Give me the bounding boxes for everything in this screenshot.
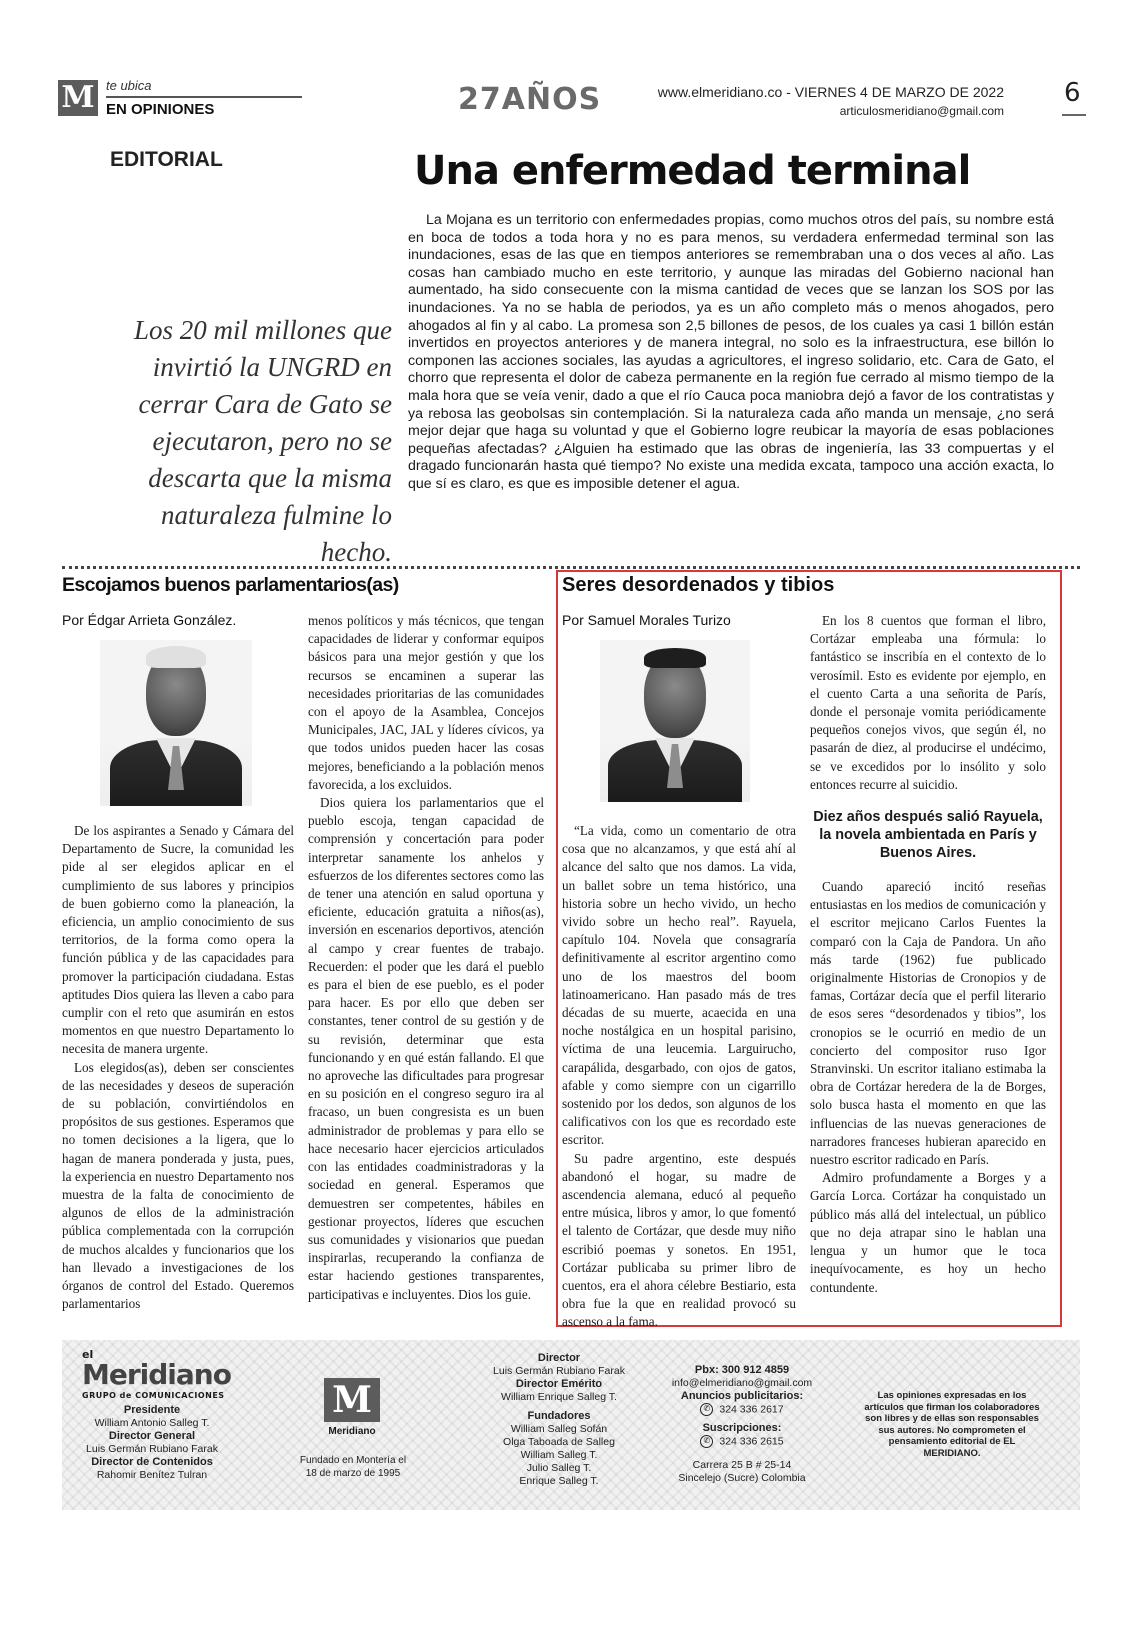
anniversary-logo: 27AÑOS (458, 82, 602, 117)
article-left-column-2 (308, 612, 544, 1304)
footer-logo-name: Meridiano (328, 1426, 376, 1437)
name: Julio Salleg T. (526, 1462, 592, 1474)
name: William Antonio Salleg T. (94, 1417, 210, 1429)
author-photo-left (100, 640, 252, 806)
article-title-right: Seres desordenados y tibios (562, 574, 835, 596)
footer-executives (82, 1404, 222, 1482)
byline-right: Por Samuel Morales Turizo (562, 612, 731, 628)
name: Olga Taboada de Salleg (503, 1436, 615, 1448)
section-kicker: te ubica (106, 78, 152, 93)
label: Director General (108, 1430, 196, 1442)
section-tag (106, 78, 302, 118)
name: Rahomir Benítez Tulran (96, 1469, 208, 1481)
suscripciones-phone: 324 336 2615 (719, 1435, 784, 1448)
name: William Salleg Sofán (510, 1423, 608, 1435)
label: Suscripciones: (702, 1422, 782, 1435)
dateline (658, 84, 1004, 118)
footer-brand-name: Meridiano (82, 1358, 231, 1391)
paragraph: Su padre argentino, este después abandonó el hogar, su madre de ascendencia alemana, educó al pequeño entre música, libros y amor, lo que fomentó el talento de Cortázar, que desde muy niño escribió poemas y sonetos. En 1951, Cortázar publicaba su primer libro de cuentos, era el ahora célebre Bestiario, esta obra fue la que en realidad provocó su ascenso a la fama. (562, 1150, 796, 1330)
editorial-label: EDITORIAL (110, 148, 223, 171)
label: Presidente (123, 1404, 181, 1416)
paragraph: menos políticos y más técnicos, que tengan capacidades de liderar y conformar equipos básicos para una mejor gestión y que los recursos se encaminen a superar las necesidades prioritarias de las comunidades con el apoyo de la Asamblea, Concejos Municipales, JAC, JAL y líderes cívicos, ya que todos unidos pueden hacer las cosas mejores, beneficiando a la población menos favorecida, a los excluidos. (308, 613, 544, 792)
author-photo-right (600, 640, 750, 802)
paragraph: En los 8 cuentos que forman el libro, Cortázar empleaba una fórmula: lo fantástico se inscribía en el contexto de lo verosímil. Esto es evidente por ejemplo, en el cuento Carta a una señorita de París, donde el personaje vomita periódicamente pequeños conejos vivos, que según él, no pasarán de diez, al producirse el undécimo, se ve excedidos por lo insólito y solo entonces recurre al suicidio. (810, 613, 1046, 792)
label: Anuncios publicitarios: (680, 1390, 804, 1402)
editorial-headline: Una enfermedad terminal (414, 148, 971, 194)
article-right-column-2 (810, 612, 1046, 1297)
pbx: Pbx: 300 912 4859 (694, 1364, 790, 1376)
pull-quote: Los 20 mil millones que invirtió la UNGRD en cerrar Cara de Gato se ejecutaron, pero no se descarta que la misma naturaleza fulmine lo hecho. (133, 315, 392, 567)
footer-founded: Fundado en Montería el 18 de marzo de 1995 (299, 1455, 407, 1479)
editorial-body: La Mojana es un territorio con enfermedades propias, como muchos otros del país, su nombre está en boca de todos a toda hora y no es para menos, su verdadera enfermedad terminal son las inundaciones, esas de las que en tiempos anteriores se remembraban una o dos veces al año. Las cosas han cambiado mucho en este territorio, y aunque las miradas del Gobierno nacional han aumentado, ha sido consecuente con la misma cantidad de veces que se lanzan los SOS por las inundaciones. Ya no se habla de periodos, ya es un año completo más o menos ahogados, pero ahogados al fin y al cabo. La promesa son 2,5 billones de pesos, de los cuales ya casi 1 billón están invertidos en proyectos anteriores y de manera integral, no solo es la infraestructura, ese billón lo componen las acciones sociales, las ayudas a agricultores, el ingreso solidario, etc. Cara de Gato, el chorro que representa el dolor de cabeza permanente en la región fue cerrado al mismo tiempo de la mala hora que se veía venir, dado a que el río Cauca poca maniobra dejó a favor de los contratistas y ya rebosa las geobolsas sin contemplación. Si la naturaleza cada año manda un mensaje, ¿no será mejor dejar que haga su voluntad y que el Gobierno logre reubicar la mayoría de esas poblaciones pequeñas afectadas? ¿Alguien ha estimado que las obras de ingeniería, las 33 compuertas y el dragado funcionarán hasta qué tiempo? No existe una medida excata, tampoco una acción exacta, lo que sí es claro, es que es imposible detener el agua. (408, 212, 1054, 492)
footer-contact (662, 1364, 822, 1485)
paragraph: Admiro profundamente a Borges y a García Lorca. Cortázar ha conquistado un público más allá del intelectual, un público que no deja atrapar sino le hablan una lengua y un humor que le toca inequívocamente, es hoy un hecho contundente. (810, 1170, 1046, 1295)
section-rule (106, 96, 302, 98)
page-number: 6 (1064, 78, 1081, 108)
footer-logo: M (324, 1378, 380, 1422)
footer-brand-el: el (82, 1348, 94, 1361)
footer-directors (474, 1352, 644, 1488)
label: Director Emérito (515, 1378, 603, 1390)
article-subhead: Diez años después salió Rayuela, la novela ambientada en París y Buenos Aires. (813, 809, 1043, 862)
footer-masthead (62, 1340, 1080, 1510)
label: Director de Contenidos (91, 1456, 213, 1468)
city: Sincelejo (Sucre) Colombia (678, 1471, 806, 1484)
masthead-logo: M (58, 80, 98, 116)
section-divider (62, 566, 1080, 569)
article-right-column-1 (562, 822, 796, 1332)
paragraph: “La vida, como un comentario de otra cosa que no alcanzamos, y que está ahí al alcance del salto que nos damos. La vida, un ballet sobre un tema histórico, una historia sobre un hecho vivido, un hecho vivido sobre un hecho real”. Rayuela, capítulo 104. Novela que consagraría definitivamente al escritor argentino como uno de los maestros del boom latinoamericano. Han pasado más de tres décadas de su muerte, acaecida en una noche nostálgica en un hospital parisino, víctima de una leucemia. Larguirucho, carapálida, desgarbado, con ojos de gatos, afable y como siempre con un cigarrillo sostenido por los dedos, son algunos de los calificativos con los que es recordado este escritor. (562, 823, 796, 1148)
paragraph: Cuando apareció incitó reseñas entusiastas en los medios de comunicación y el escritor mejicano Carlos Fuentes la comparó con la Caja de Pandora. Un año más tarde (1962) fue publicado originalmente Historias de Cronopios y de famas, Cortázar decía que el perfil literario de esos seres “desordenados y tibios”, los cronopios se le ocurrió en medio de un concierto del compositor ruso Igor Stranvinski. Un escritor italiano estimaba la obra de Cortázar heredera de la de Borges, solo busca hasta el momento en que las influencias de las nuevas generaciones de narradores franceses hubieran aparecido en nuestro escritor radicado en París. (810, 879, 1046, 1168)
name: Enrique Salleg T. (519, 1475, 599, 1487)
label: Director (537, 1352, 581, 1364)
section-name: EN OPINIONES (106, 101, 215, 118)
page-number-rule (1062, 114, 1086, 116)
article-left-column-1 (62, 822, 294, 1313)
label: Fundadores (527, 1410, 591, 1422)
whatsapp-icon: ✆ (700, 1435, 713, 1448)
address: Carrera 25 B # 25-14 (692, 1458, 792, 1471)
paragraph: Los elegidos(as), deben ser conscientes de las necesidades y deseos de superación de su población, convirtiéndolos en propósitos de sus gestiones. Esperamos que no tomen decisiones a la ligera, que lo hagan de manera ponderada y justa, pues, la experiencia en nuestro Departamento nos muestra de la falta de conocimiento de algunos de ellos de la administración pública complementada con la corrupción de muchos alcaldes y funcionarios que los han llevado a investigaciones de los órganos de control del Estado. Queremos parlamentarios (62, 1059, 294, 1312)
whatsapp-icon: ✆ (700, 1403, 713, 1416)
name: William Enrique Salleg T. (501, 1391, 617, 1403)
article-title-left: Escojamos buenos parlamentarios(as) (62, 574, 399, 596)
issue-date: www.elmeridiano.co - VIERNES 4 DE MARZO DE 2022 (657, 84, 1004, 100)
footer-brand-group: GRUPO de COMUNICACIONES (82, 1391, 225, 1400)
name: Luis Germán Rubiano Farak (493, 1365, 625, 1377)
paragraph: De los aspirantes a Senado y Cámara del Departamento de Sucre, la comunidad les pide al ser elegidos aplicar en el cumplimiento de sus labores y principios de buen gobierno como la planeación, la eficiencia, un amplio conocimiento de sus territorios, de la forma como opera la función pública y de las capacidades para promover la participación ciudadana. Estas aptitudes Dios quiera las lleven a cabo para cumplir con el reto que asumirán en estos momentos en que nuestro Departamento lo necesita de manera urgente. (62, 823, 294, 1057)
name: Luis Germán Rubiano Farak (86, 1443, 218, 1455)
info-email: info@elmeridiano@gmail.com (671, 1377, 813, 1389)
byline-left: Por Édgar Arrieta González. (62, 612, 237, 628)
paragraph: Dios quiera los parlamentarios que el pueblo escoja, tengan capacidad de comprensión y concertación para poder interpretar sanamente los anhelos y esfuerzos de los diferentes sectores como las de tener una atención en salud oportuna y eficiente, educación gratuita a niños(as), inversión en escenarios deportivos, atención al campo y crear fuentes de trabajo. Recuerden: el poder que les dará el pueblo es para el bien de ese pueblo, es el poder para hacer. Es por ello que deben ser constantes, tener control de su gestión y de su revisión, determinar que esta funcionando y en qué están fallando. El que no aproveche las dificultades para progresar en su posición en el congreso seguro ira al fracaso, un buen congresista es un buen administrador de problemas y para ello se hace necesario hacer ejercicios articulados con las entidades coadministradoras y la sociedad en general. Esperamos que demuestren ser competentes, hábiles en gestionar proyectos, líderes que escuchen sus comunidades y visionarios que puedan inspirarlas, recuperando la confianza de estar haciendo gestiones transparentes, participativas e incluyentes. Dios los guie. (308, 795, 544, 1302)
contact-email: articulosmeridiano@gmail.com (839, 104, 1004, 118)
footer-brand (82, 1348, 231, 1400)
footer-disclaimer: Las opiniones expresadas en los artículos que firman los colaboradores son libres y de ellas son responsables sus autores. No comprometen el pensamiento editorial de EL MERIDIANO. (864, 1390, 1040, 1459)
name: William Salleg T. (520, 1449, 598, 1461)
anuncios-phone: 324 336 2617 (719, 1403, 784, 1416)
